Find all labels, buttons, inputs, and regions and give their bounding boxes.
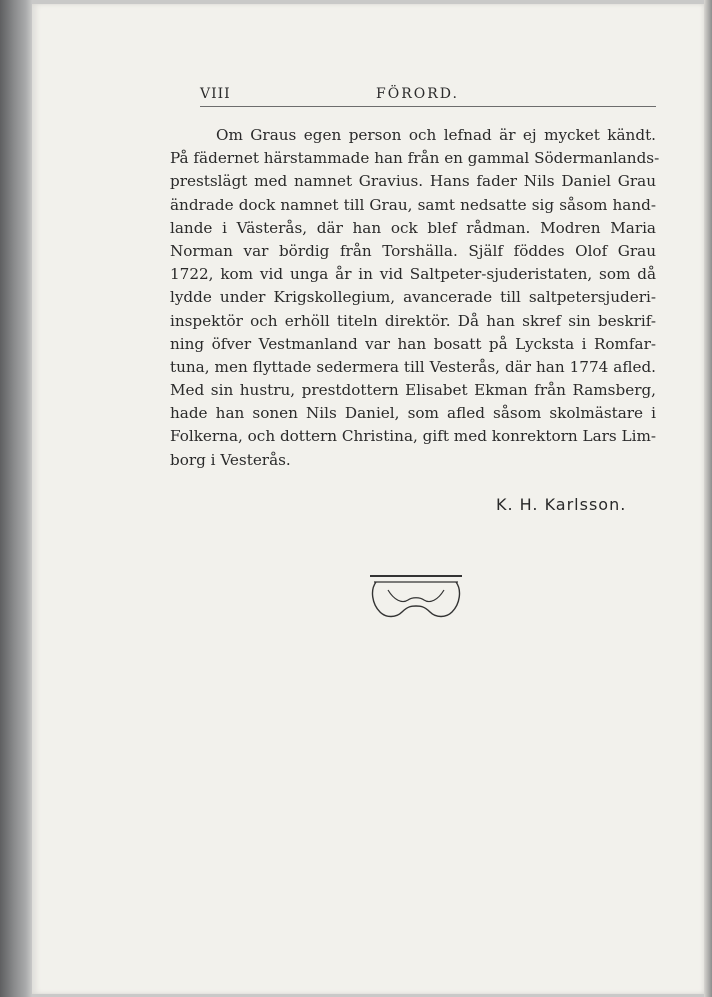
text-line: Med sin hustru, prestdottern Elisabet Ekman från Ramsberg, bbox=[170, 381, 656, 400]
text-line: ning öfver Vestmanland var han bosatt på Lycksta i Romfar- bbox=[170, 334, 656, 353]
page-number: VIII bbox=[200, 86, 231, 102]
ornament-icon bbox=[368, 572, 464, 624]
page-edge bbox=[704, 0, 712, 997]
text-line: tuna, men flyttade sedermera till Vesterås, där han 1774 afled. bbox=[170, 357, 656, 376]
text-line: ändrade dock namnet till Grau, samt nedsatte sig såsom hand- bbox=[170, 195, 656, 214]
text-line: hade han sonen Nils Daniel, som afled såsom skolmästare i bbox=[170, 404, 656, 423]
author-signature: K. H. Karlsson. bbox=[496, 495, 627, 514]
text-line: Folkerna, och dottern Christina, gift med konrektorn Lars Lim- bbox=[170, 427, 656, 446]
text-line: Om Graus egen person och lefnad är ej mycket kändt. bbox=[216, 126, 656, 144]
text-line: 1722, kom vid unga år in vid Saltpeter-sjuderistaten, som då bbox=[170, 265, 656, 284]
text-line: borg i Vesterås. bbox=[170, 450, 291, 469]
text-line: inspektör och erhöll titeln direktör. Då han skref sin beskrif- bbox=[170, 311, 656, 330]
header-rule bbox=[200, 106, 656, 107]
preface-paragraph bbox=[170, 124, 660, 472]
text-line: prestslägt med namnet Gravius. Hans fader Nils Daniel Grau bbox=[170, 172, 656, 191]
running-title: FÖRORD. bbox=[376, 86, 459, 102]
text-line: På fädernet härstammade han från en gammal Södermanlands- bbox=[170, 149, 660, 168]
text-line: lydde under Krigskollegium, avancerade till saltpetersjuderi- bbox=[170, 288, 656, 307]
text-line: lande i Västerås, där han ock blef rådman. Modren Maria bbox=[170, 218, 656, 237]
text-line: Norman var bördig från Torshälla. Själf föddes Olof Grau bbox=[170, 241, 656, 260]
page-header bbox=[170, 86, 656, 106]
